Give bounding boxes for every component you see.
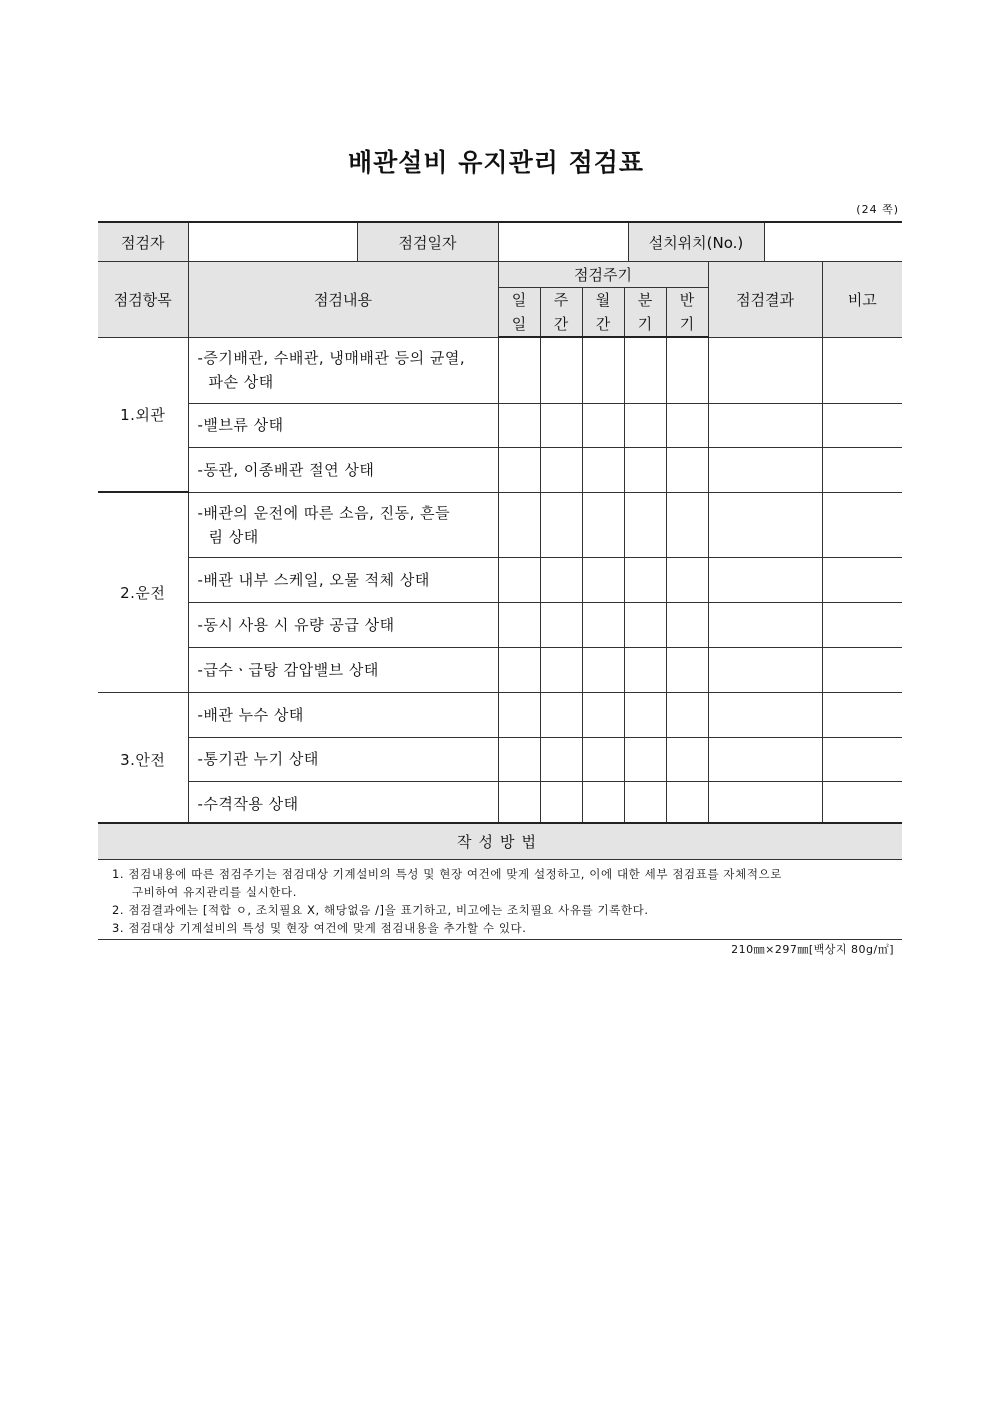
weekly-check-cell[interactable] [540,337,582,403]
weekly-check-cell[interactable] [540,403,582,447]
note-3: 3. 점검대상 기계설비의 특성 및 현장 여건에 맞게 점검내용을 추가할 수 있다. [112,921,527,935]
freq-quarterly-bottom: 기 [624,312,666,337]
remarks-cell[interactable] [822,492,902,557]
monthly-check-cell[interactable] [582,602,624,647]
table-row [98,692,902,737]
remarks-cell[interactable] [822,781,902,826]
semiannual-check-cell[interactable] [666,337,708,403]
remarks-cell[interactable] [822,737,902,781]
remarks-cell[interactable] [822,337,902,403]
monthly-check-cell[interactable] [582,692,624,737]
note-1: 1. 점검내용에 따른 점검주기는 점검대상 기계설비의 특성 및 현장 여건에 맞게 설정하고, 이에 대한 세부 점검표를 자체적으로 [112,867,782,881]
freq-daily-bottom: 일 [498,312,540,337]
freq-weekly-top: 주 [540,288,582,313]
table-row [98,557,902,602]
quarterly-check-cell[interactable] [624,602,666,647]
quarterly-check-cell[interactable] [624,492,666,557]
result-cell[interactable] [708,557,822,602]
quarterly-check-cell[interactable] [624,557,666,602]
check-item: -동관, 이종배관 절연 상태 [188,447,498,492]
remarks-cell[interactable] [822,557,902,602]
column-header-result: 점검결과 [708,262,822,338]
check-item: -밸브류 상태 [188,403,498,447]
semiannual-check-cell[interactable] [666,692,708,737]
freq-monthly-top: 월 [582,288,624,313]
weekly-check-cell[interactable] [540,692,582,737]
semiannual-check-cell[interactable] [666,447,708,492]
note-2: 2. 점검결과에는 [적합 ㅇ, 조치필요 X, 해당없음 /]을 표기하고, 비고에는 조치필요 사유를 기록한다. [112,903,649,917]
daily-check-cell[interactable] [498,447,540,492]
table-row [98,602,902,647]
quarterly-check-cell[interactable] [624,403,666,447]
quarterly-check-cell[interactable] [624,647,666,692]
daily-check-cell[interactable] [498,557,540,602]
check-item [188,337,498,403]
remarks-cell[interactable] [822,447,902,492]
table-row [98,403,902,447]
freq-weekly-bottom: 간 [540,312,582,337]
result-cell[interactable] [708,602,822,647]
remarks-cell[interactable] [822,647,902,692]
freq-semiannual-top: 반 [666,288,708,313]
column-header-content: 점검내용 [188,262,498,338]
inspection-date-label: 점검일자 [357,222,498,262]
header-table [98,221,902,263]
quarterly-check-cell[interactable] [624,692,666,737]
table-row [98,737,902,781]
location-label: 설치위치(No.) [628,222,764,262]
quarterly-check-cell[interactable] [624,447,666,492]
result-cell[interactable] [708,647,822,692]
location-field[interactable] [764,222,902,262]
check-item: -배관 누수 상태 [188,692,498,737]
result-cell[interactable] [708,781,822,826]
check-item: -배관 내부 스케일, 오물 적체 상태 [188,557,498,602]
weekly-check-cell[interactable] [540,557,582,602]
daily-check-cell[interactable] [498,337,540,403]
table-row [98,337,902,403]
monthly-check-cell[interactable] [582,557,624,602]
daily-check-cell[interactable] [498,737,540,781]
semiannual-check-cell[interactable] [666,781,708,826]
note-1-cont: 구비하여 유지관리를 실시한다. [132,885,297,899]
monthly-check-cell[interactable] [582,781,624,826]
check-item: -동시 사용 시 유량 공급 상태 [188,602,498,647]
writing-method-notes [112,865,902,937]
monthly-check-cell[interactable] [582,337,624,403]
result-cell[interactable] [708,447,822,492]
monthly-check-cell[interactable] [582,647,624,692]
remarks-cell[interactable] [822,602,902,647]
check-item: -통기관 누기 상태 [188,737,498,781]
table-row [98,492,902,557]
result-cell[interactable] [708,403,822,447]
check-item-text: -증기배관, 수배관, 냉매배관 등의 균열, [197,349,466,367]
daily-check-cell[interactable] [498,781,540,826]
page-number: (24 쪽) [856,203,899,216]
monthly-check-cell[interactable] [582,492,624,557]
weekly-check-cell[interactable] [540,602,582,647]
quarterly-check-cell[interactable] [624,737,666,781]
column-header-item: 점검항목 [98,262,188,338]
section-exterior: 1.외관 [98,337,188,492]
quarterly-check-cell[interactable] [624,337,666,403]
daily-check-cell[interactable] [498,602,540,647]
semiannual-check-cell[interactable] [666,602,708,647]
inspector-field[interactable] [188,222,357,262]
monthly-check-cell[interactable] [582,447,624,492]
paper-spec: 210㎜×297㎜[백상지 80g/㎡] [731,943,894,956]
weekly-check-cell[interactable] [540,447,582,492]
table-row [98,647,902,692]
check-item [188,492,498,557]
inspection-date-field[interactable] [498,222,628,262]
table-row [98,781,902,826]
freq-quarterly-top: 분 [624,288,666,313]
remarks-cell[interactable] [822,692,902,737]
freq-monthly-bottom: 간 [582,312,624,337]
weekly-check-cell[interactable] [540,647,582,692]
check-item: -급수ㆍ급탕 감압밸브 상태 [188,647,498,692]
semiannual-check-cell[interactable] [666,557,708,602]
weekly-check-cell[interactable] [540,492,582,557]
inspector-label: 점검자 [98,222,188,262]
semiannual-check-cell[interactable] [666,737,708,781]
result-cell[interactable] [708,492,822,557]
daily-check-cell[interactable] [498,647,540,692]
check-item-text: -배관의 운전에 따른 소음, 진동, 흔들 [197,503,451,522]
result-cell[interactable] [708,337,822,403]
weekly-check-cell[interactable] [540,737,582,781]
inspection-table [98,261,902,827]
result-cell[interactable] [708,692,822,737]
monthly-check-cell[interactable] [582,737,624,781]
daily-check-cell[interactable] [498,403,540,447]
footer-divider [98,939,902,940]
semiannual-check-cell[interactable] [666,403,708,447]
remarks-cell[interactable] [822,403,902,447]
weekly-check-cell[interactable] [540,781,582,826]
quarterly-check-cell[interactable] [624,781,666,826]
section-safety: 3.안전 [98,692,188,826]
semiannual-check-cell[interactable] [666,647,708,692]
semiannual-check-cell[interactable] [666,492,708,557]
check-item-text-cont: 림 상태 [208,527,259,546]
daily-check-cell[interactable] [498,492,540,557]
monthly-check-cell[interactable] [582,403,624,447]
freq-daily-top: 일 [498,288,540,313]
check-item-text-cont: 파손 상태 [208,373,274,391]
page-title: 배관설비 유지관리 점검표 [347,148,645,177]
column-header-cycle: 점검주기 [498,262,708,288]
daily-check-cell[interactable] [498,692,540,737]
check-item: -수격작용 상태 [188,781,498,826]
section-operation: 2.운전 [98,492,188,692]
freq-semiannual-bottom: 기 [666,312,708,337]
writing-method-title: 작성방법 [98,822,902,860]
result-cell[interactable] [708,737,822,781]
column-header-remarks: 비고 [822,262,902,338]
table-row [98,447,902,492]
